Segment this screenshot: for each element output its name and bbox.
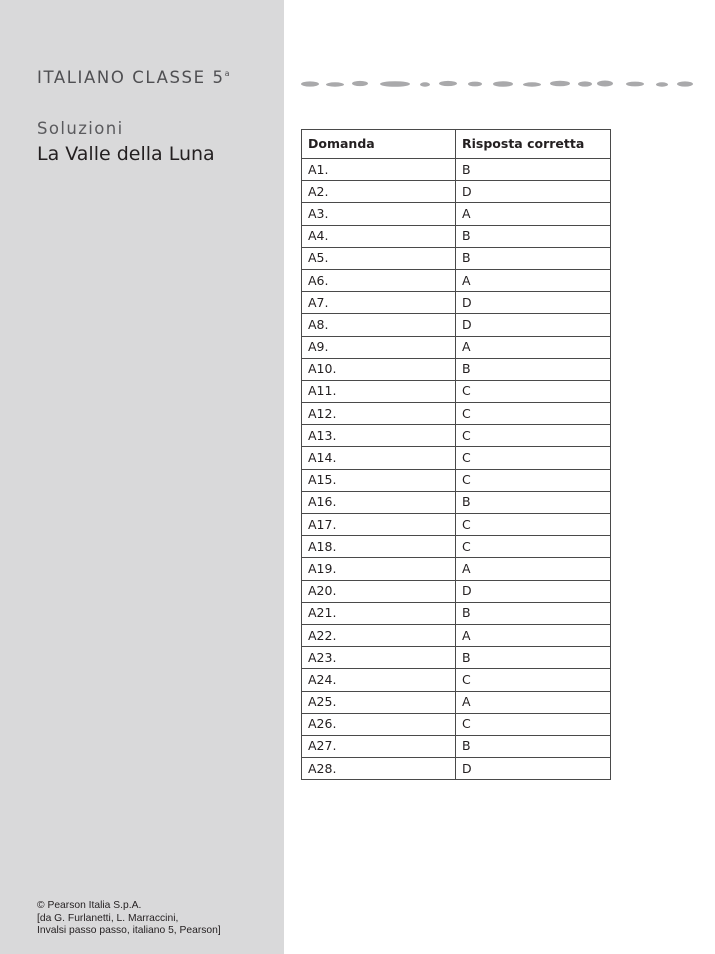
question-cell: A17. — [302, 514, 456, 536]
question-cell: A5. — [302, 247, 456, 269]
question-cell: A7. — [302, 292, 456, 314]
answers-table-body — [302, 159, 611, 780]
table-row — [302, 491, 611, 513]
table-row — [302, 735, 611, 757]
answer-cell: C — [456, 469, 611, 491]
question-cell: A11. — [302, 380, 456, 402]
answers-table — [301, 129, 611, 780]
answer-cell: C — [456, 403, 611, 425]
question-cell: A20. — [302, 580, 456, 602]
series-title-text: ITALIANO CLASSE 5 — [37, 68, 225, 87]
question-cell: A10. — [302, 358, 456, 380]
table-row — [302, 514, 611, 536]
answer-cell: A — [456, 269, 611, 291]
answer-cell: B — [456, 602, 611, 624]
question-cell: A28. — [302, 758, 456, 780]
answer-cell: C — [456, 447, 611, 469]
table-row — [302, 669, 611, 691]
credit-line: Invalsi passo passo, italiano 5, Pearson] — [37, 925, 221, 936]
question-cell: A4. — [302, 225, 456, 247]
table-row — [302, 602, 611, 624]
table-row — [302, 292, 611, 314]
series-title — [37, 68, 229, 87]
credit-line: © Pearson Italia S.p.A. — [37, 900, 142, 911]
answer-cell: D — [456, 292, 611, 314]
question-cell: A25. — [302, 691, 456, 713]
answer-cell: B — [456, 225, 611, 247]
table-row — [302, 403, 611, 425]
series-title-superscript: a — [224, 68, 230, 78]
section-label: Soluzioni — [37, 119, 124, 138]
answer-cell: C — [456, 669, 611, 691]
question-cell: A3. — [302, 203, 456, 225]
answer-cell: C — [456, 425, 611, 447]
question-cell: A26. — [302, 713, 456, 735]
table-row — [302, 691, 611, 713]
answer-cell: A — [456, 336, 611, 358]
question-cell: A1. — [302, 159, 456, 181]
table-row — [302, 758, 611, 780]
table-header-row — [302, 130, 611, 159]
question-cell: A15. — [302, 469, 456, 491]
answer-cell: D — [456, 181, 611, 203]
table-row — [302, 380, 611, 402]
decorative-brush-stroke — [300, 78, 700, 90]
table-row — [302, 624, 611, 646]
answer-cell: C — [456, 380, 611, 402]
question-cell: A19. — [302, 558, 456, 580]
table-row — [302, 225, 611, 247]
table-row — [302, 358, 611, 380]
table-row — [302, 314, 611, 336]
question-cell: A24. — [302, 669, 456, 691]
answer-cell: A — [456, 624, 611, 646]
table-row — [302, 647, 611, 669]
answer-cell: B — [456, 491, 611, 513]
table-row — [302, 536, 611, 558]
answer-cell: A — [456, 203, 611, 225]
answer-cell: C — [456, 514, 611, 536]
table-row — [302, 181, 611, 203]
question-cell: A18. — [302, 536, 456, 558]
table-row — [302, 269, 611, 291]
question-cell: A6. — [302, 269, 456, 291]
question-cell: A8. — [302, 314, 456, 336]
table-row — [302, 447, 611, 469]
table-row — [302, 203, 611, 225]
table-row — [302, 336, 611, 358]
sidebar-panel — [0, 0, 284, 954]
table-row — [302, 247, 611, 269]
question-cell: A14. — [302, 447, 456, 469]
question-cell: A13. — [302, 425, 456, 447]
table-row — [302, 558, 611, 580]
question-cell: A9. — [302, 336, 456, 358]
answer-cell: C — [456, 536, 611, 558]
credit-line: [da G. Furlanetti, L. Marraccini, — [37, 912, 179, 924]
answer-cell: A — [456, 558, 611, 580]
question-cell: A23. — [302, 647, 456, 669]
question-cell: A16. — [302, 491, 456, 513]
answer-cell: D — [456, 314, 611, 336]
column-header-risposta: Risposta corretta — [456, 130, 611, 159]
table-row — [302, 713, 611, 735]
table-row — [302, 159, 611, 181]
answer-cell: B — [456, 647, 611, 669]
answer-cell: D — [456, 580, 611, 602]
table-row — [302, 469, 611, 491]
answer-cell: B — [456, 358, 611, 380]
page-title: La Valle della Luna — [37, 143, 215, 165]
question-cell: A27. — [302, 735, 456, 757]
column-header-domanda: Domanda — [302, 130, 456, 159]
answer-cell: C — [456, 713, 611, 735]
question-cell: A21. — [302, 602, 456, 624]
table-row — [302, 425, 611, 447]
question-cell: A22. — [302, 624, 456, 646]
credits — [37, 900, 221, 938]
question-cell: A12. — [302, 403, 456, 425]
answer-cell: B — [456, 247, 611, 269]
question-cell: A2. — [302, 181, 456, 203]
answer-cell: B — [456, 159, 611, 181]
answer-cell: B — [456, 735, 611, 757]
table-row — [302, 580, 611, 602]
answer-cell: D — [456, 758, 611, 780]
answer-cell: A — [456, 691, 611, 713]
